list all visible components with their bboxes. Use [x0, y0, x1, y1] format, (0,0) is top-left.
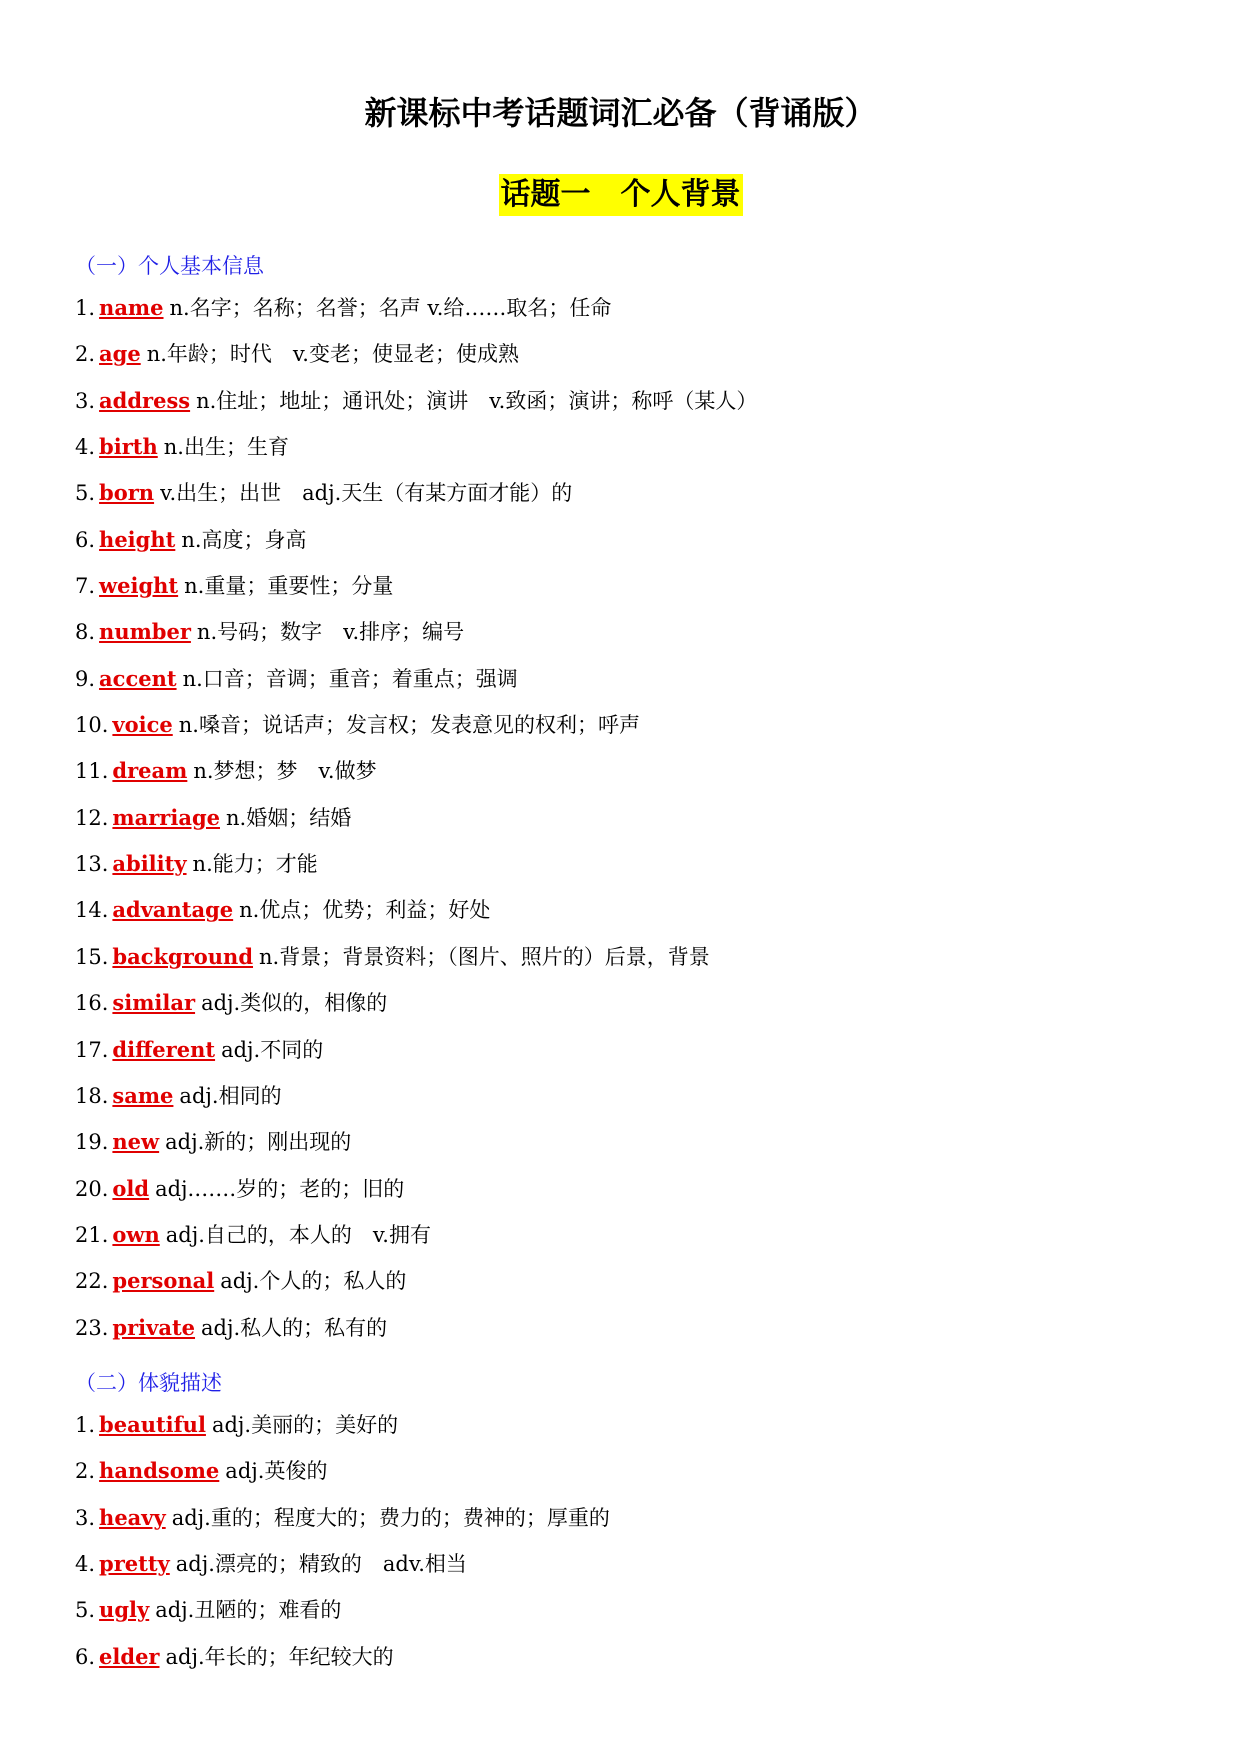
- vocab-entry: [75, 1166, 757, 1212]
- entry-number: 18.: [75, 1083, 109, 1108]
- entry-definition: adj.……岁的；老的；旧的: [155, 1176, 405, 1201]
- entry-word: address: [99, 387, 191, 413]
- entry-word: dream: [112, 758, 188, 784]
- entry-word: age: [99, 341, 141, 367]
- entry-definition: n.能力；才能: [192, 852, 318, 877]
- vocab-entry: [75, 470, 757, 516]
- vocab-entry: [75, 980, 757, 1026]
- entry-word: ugly: [99, 1597, 150, 1623]
- entry-number: 21.: [75, 1222, 109, 1247]
- entry-number: 9.: [75, 666, 96, 691]
- entry-word: elder: [99, 1643, 160, 1669]
- entry-word: new: [112, 1129, 160, 1155]
- entry-number: 5.: [75, 1598, 96, 1623]
- entry-word: own: [112, 1221, 160, 1247]
- vocab-entry: [75, 656, 757, 702]
- entry-number: 8.: [75, 620, 96, 645]
- entry-number: 4.: [75, 435, 96, 460]
- entry-definition: n.出生；生育: [163, 435, 289, 460]
- entry-definition: n.嗓音；说话声；发言权；发表意见的权利；呼声: [178, 713, 640, 738]
- entry-definition: n.名字；名称；名誉；名声 v.给……取名；任命: [169, 296, 612, 320]
- vocab-entry: [75, 609, 757, 655]
- section-heading-basic-info: （一）个人基本信息: [75, 254, 264, 278]
- entry-word: handsome: [99, 1458, 220, 1484]
- vocab-entry: [75, 378, 757, 424]
- entry-definition: n.背景；背景资料；（图片、照片的）后景，背景: [259, 944, 710, 969]
- vocab-list-appearance: [75, 1402, 610, 1680]
- vocab-entry: [75, 748, 757, 794]
- entry-definition: n.优点；优势；利益；好处: [239, 898, 491, 923]
- entry-number: 11.: [75, 759, 109, 784]
- entry-number: 2.: [75, 342, 96, 367]
- entry-number: 7.: [75, 574, 96, 599]
- entry-definition: adj.类似的，相像的: [201, 991, 388, 1016]
- vocab-entry: [75, 424, 757, 470]
- entry-word: personal: [112, 1268, 215, 1294]
- entry-definition: adj.年长的；年纪较大的: [165, 1644, 394, 1669]
- entry-number: 14.: [75, 898, 109, 923]
- entry-definition: n.口音；音调；重音；着重点；强调: [182, 666, 518, 691]
- entry-number: 20.: [75, 1176, 109, 1201]
- entry-number: 13.: [75, 852, 109, 877]
- entry-number: 1.: [75, 1413, 96, 1437]
- entry-number: 3.: [75, 1505, 96, 1530]
- entry-word: birth: [99, 434, 158, 460]
- entry-number: 10.: [75, 713, 109, 738]
- entry-definition: n.高度；身高: [181, 527, 307, 552]
- entry-word: born: [99, 480, 155, 506]
- entry-definition: n.住址；地址；通讯处；演讲 v.致函；演讲；称呼（某人）: [196, 388, 758, 413]
- entry-definition: adj.私人的；私有的: [201, 1315, 388, 1340]
- entry-number: 19.: [75, 1130, 109, 1155]
- vocab-entry: [75, 1073, 757, 1119]
- entry-number: 6.: [75, 1644, 96, 1669]
- entry-number: 6.: [75, 527, 96, 552]
- entry-word: heavy: [99, 1504, 166, 1530]
- vocab-entry: [75, 1541, 610, 1587]
- vocab-entry: [75, 1305, 757, 1351]
- entry-definition: adj.相同的: [179, 1083, 282, 1108]
- topic-title-wrap: [0, 174, 1241, 216]
- vocab-entry: [75, 1258, 757, 1304]
- entry-word: different: [112, 1036, 216, 1062]
- entry-definition: n.年龄；时代 v.变老；使显老；使成熟: [146, 342, 519, 367]
- vocab-entry: [75, 795, 757, 841]
- vocab-entry: [75, 285, 757, 331]
- entry-word: marriage: [112, 804, 220, 830]
- entry-number: 16.: [75, 991, 109, 1016]
- vocab-entry: [75, 1587, 610, 1633]
- vocab-entry: [75, 887, 757, 933]
- entry-word: name: [99, 295, 164, 320]
- entry-number: 17.: [75, 1037, 109, 1062]
- topic-title: 话题一 个人背景: [499, 174, 743, 216]
- vocab-entry: [75, 1448, 610, 1494]
- entry-number: 4.: [75, 1552, 96, 1577]
- entry-number: 15.: [75, 944, 109, 969]
- entry-word: background: [112, 943, 254, 969]
- entry-word: advantage: [112, 897, 234, 923]
- vocab-entry: [75, 702, 757, 748]
- vocab-entry: [75, 1119, 757, 1165]
- entry-word: voice: [112, 712, 173, 738]
- entry-word: pretty: [99, 1551, 170, 1577]
- vocab-entry: [75, 517, 757, 563]
- vocab-entry: [75, 1027, 757, 1073]
- entry-definition: v.出生；出世 adj.天生（有某方面才能）的: [160, 481, 573, 506]
- entry-word: weight: [99, 573, 179, 599]
- entry-number: 2.: [75, 1459, 96, 1484]
- entry-number: 5.: [75, 481, 96, 506]
- vocab-list-basic-info: [75, 285, 757, 1351]
- entry-word: private: [112, 1314, 196, 1340]
- entry-number: 3.: [75, 388, 96, 413]
- entry-number: 23.: [75, 1315, 109, 1340]
- entry-word: height: [99, 526, 176, 552]
- entry-definition: n.梦想；梦 v.做梦: [193, 759, 377, 784]
- entry-word: similar: [112, 990, 196, 1016]
- vocab-entry: [75, 1212, 757, 1258]
- entry-definition: adj.漂亮的；精致的 adv.相当: [175, 1552, 467, 1577]
- entry-definition: adj.新的；刚出现的: [165, 1130, 352, 1155]
- entry-number: 1.: [75, 296, 96, 320]
- entry-number: 12.: [75, 805, 109, 830]
- entry-definition: adj.不同的: [221, 1037, 324, 1062]
- entry-number: 22.: [75, 1269, 109, 1294]
- entry-word: ability: [112, 851, 187, 877]
- section-heading-appearance: （二）体貌描述: [75, 1371, 222, 1395]
- entry-definition: n.婚姻；结婚: [226, 805, 352, 830]
- document-title: 新课标中考话题词汇必备（背诵版）: [364, 94, 877, 132]
- vocab-entry: [75, 1634, 610, 1680]
- entry-definition: n.号码；数字 v.排序；编号: [196, 620, 465, 645]
- vocab-entry: [75, 934, 757, 980]
- entry-definition: adj.个人的；私人的: [220, 1269, 407, 1294]
- entry-word: accent: [99, 665, 177, 691]
- entry-word: old: [112, 1175, 150, 1201]
- entry-definition: adj.英俊的: [225, 1459, 328, 1484]
- entry-definition: n.重量；重要性；分量: [184, 574, 394, 599]
- vocab-entry: [75, 331, 757, 377]
- vocab-entry: [75, 1495, 610, 1541]
- entry-definition: adj.美丽的；美好的: [211, 1413, 399, 1437]
- entry-word: beautiful: [99, 1412, 206, 1437]
- entry-word: number: [99, 619, 191, 645]
- entry-definition: adj.丑陋的；难看的: [155, 1598, 342, 1623]
- vocab-entry: [75, 563, 757, 609]
- entry-definition: adj.重的；程度大的；费力的；费神的；厚重的: [171, 1505, 610, 1530]
- entry-word: same: [112, 1082, 174, 1108]
- entry-definition: adj.自己的，本人的 v.拥有: [165, 1222, 431, 1247]
- vocab-entry: [75, 841, 757, 887]
- vocab-entry: [75, 1402, 610, 1448]
